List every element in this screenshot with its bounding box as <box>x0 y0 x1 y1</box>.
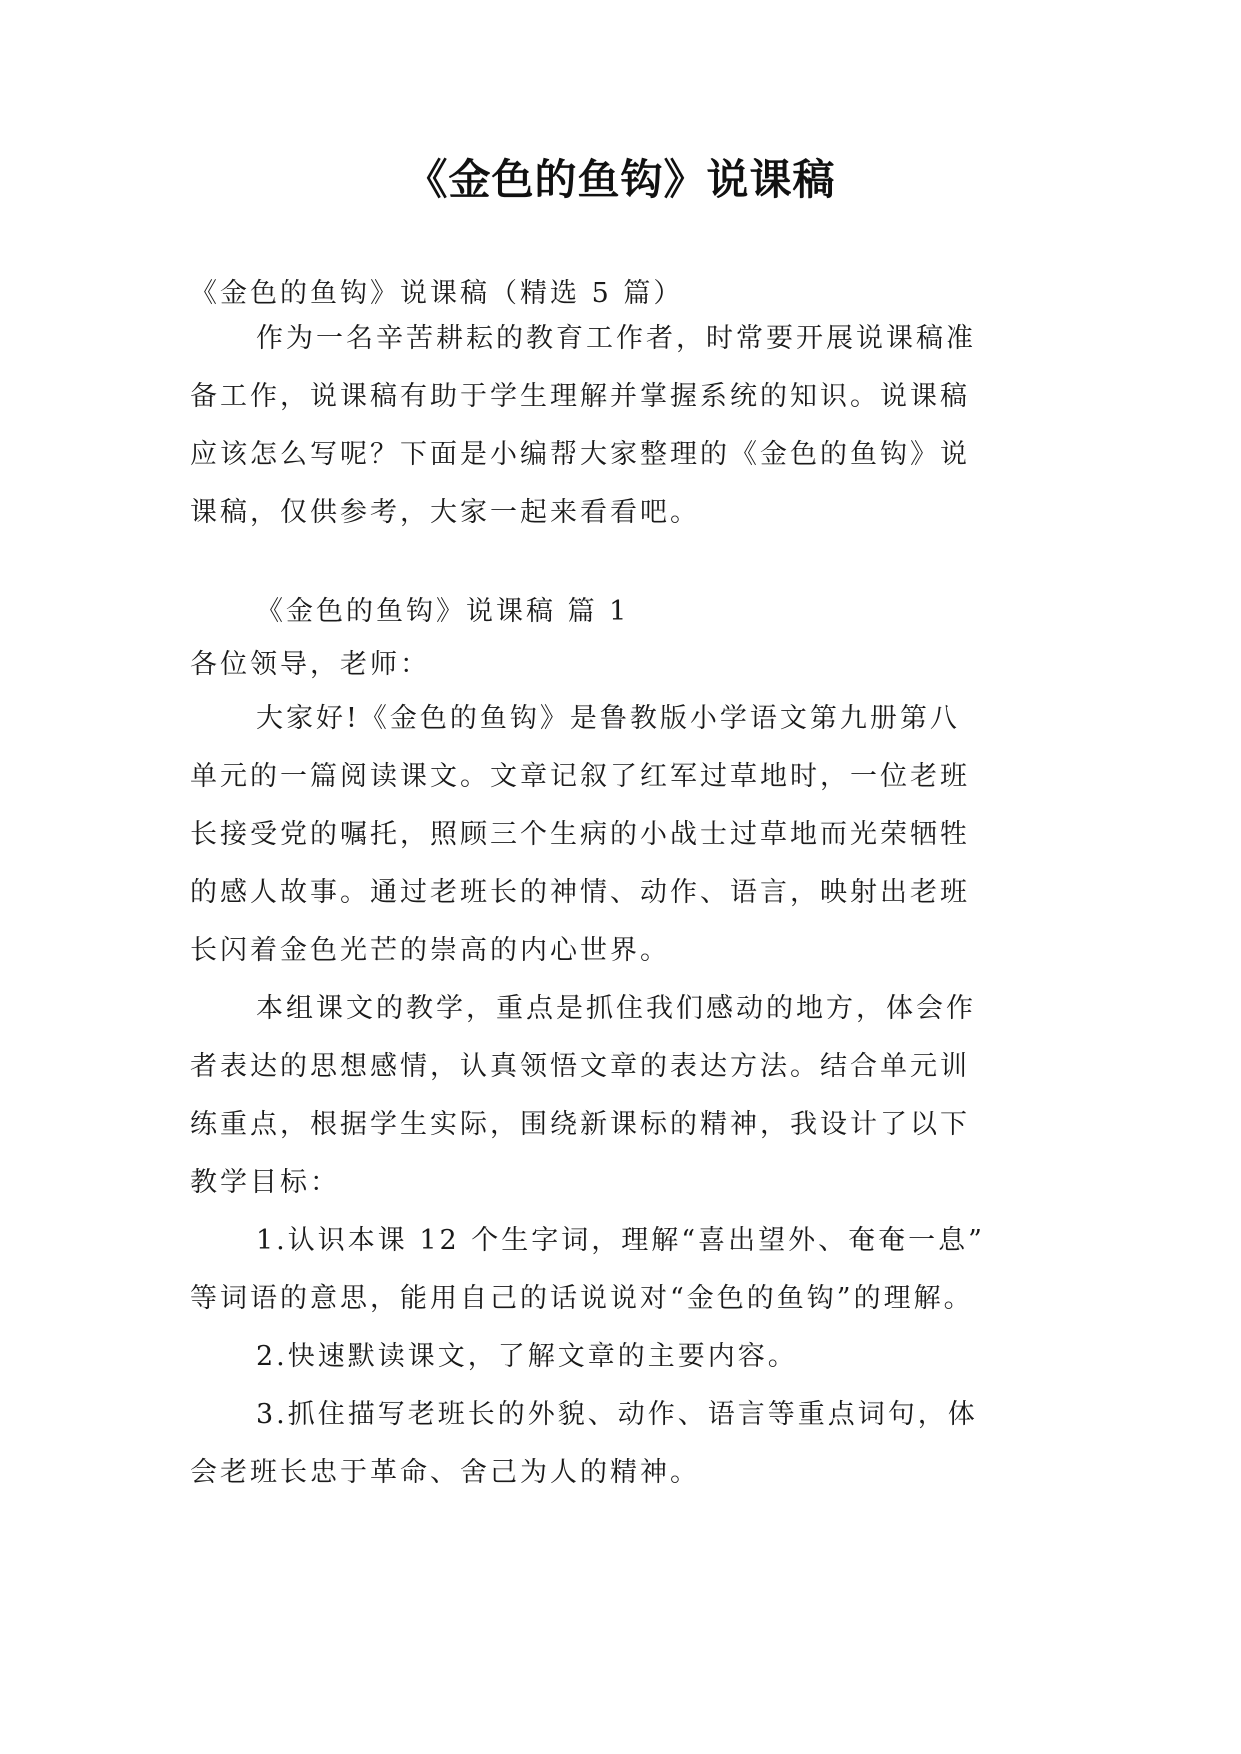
paragraph-line: 教学目标： <box>190 1167 340 1198</box>
paragraph-1 <box>190 690 1052 980</box>
goal-line: 2.快速默读课文，了解文章的主要内容。 <box>256 1341 798 1372</box>
intro-line: 课稿，仅供参考，大家一起来看看吧。 <box>190 497 700 528</box>
section-heading <box>190 583 1052 641</box>
paragraph-line: 单元的一篇阅读课文。文章记叙了红军过草地时，一位老班 <box>190 761 970 792</box>
paragraph-2 <box>190 980 1052 1212</box>
intro-line: 应该怎么写呢？下面是小编帮大家整理的《金色的鱼钩》说 <box>190 439 970 470</box>
goal-2 <box>190 1328 1052 1386</box>
goal-line: 1.认识本课 12 个生字词，理解“喜出望外、奄奄一息” <box>256 1225 985 1256</box>
intro-paragraph <box>190 310 1052 542</box>
paragraph-line: 长接受党的嘱托，照顾三个生病的小战士过草地而光荣牺牲 <box>190 819 970 850</box>
goal-line: 等词语的意思，能用自己的话说说对“金色的鱼钩”的理解。 <box>190 1283 974 1314</box>
section-heading-text: 《金色的鱼钩》说课稿 篇 1 <box>256 596 630 627</box>
paragraph-line: 长闪着金色光芒的崇高的内心世界。 <box>190 935 670 966</box>
greeting <box>190 636 1052 694</box>
document-title: 《金色的鱼钩》说课稿 <box>405 155 836 204</box>
goal-1 <box>190 1212 1052 1328</box>
paragraph-line: 者表达的思想感情，认真领悟文章的表达方法。结合单元训 <box>190 1051 970 1082</box>
goal-line: 会老班长忠于革命、舍己为人的精神。 <box>190 1457 700 1488</box>
greeting-text: 各位领导，老师： <box>190 649 430 680</box>
paragraph-line: 的感人故事。通过老班长的神情、动作、语言，映射出老班 <box>190 877 970 908</box>
paragraph-line: 本组课文的教学，重点是抓住我们感动的地方，体会作 <box>256 993 976 1024</box>
paragraph-line: 练重点，根据学生实际，围绕新课标的精神，我设计了以下 <box>190 1109 970 1140</box>
intro-line: 作为一名辛苦耕耘的教育工作者，时常要开展说课稿准 <box>256 323 976 354</box>
subtitle-line: 《金色的鱼钩》说课稿（精选 5 篇） <box>190 278 684 309</box>
intro-line: 备工作，说课稿有助于学生理解并掌握系统的知识。说课稿 <box>190 381 970 412</box>
goal-line: 3.抓住描写老班长的外貌、动作、语言等重点词句，体 <box>256 1399 978 1430</box>
paragraph-line: 大家好!《金色的鱼钩》是鲁教版小学语文第九册第八 <box>256 703 960 734</box>
goal-3 <box>190 1386 1052 1502</box>
